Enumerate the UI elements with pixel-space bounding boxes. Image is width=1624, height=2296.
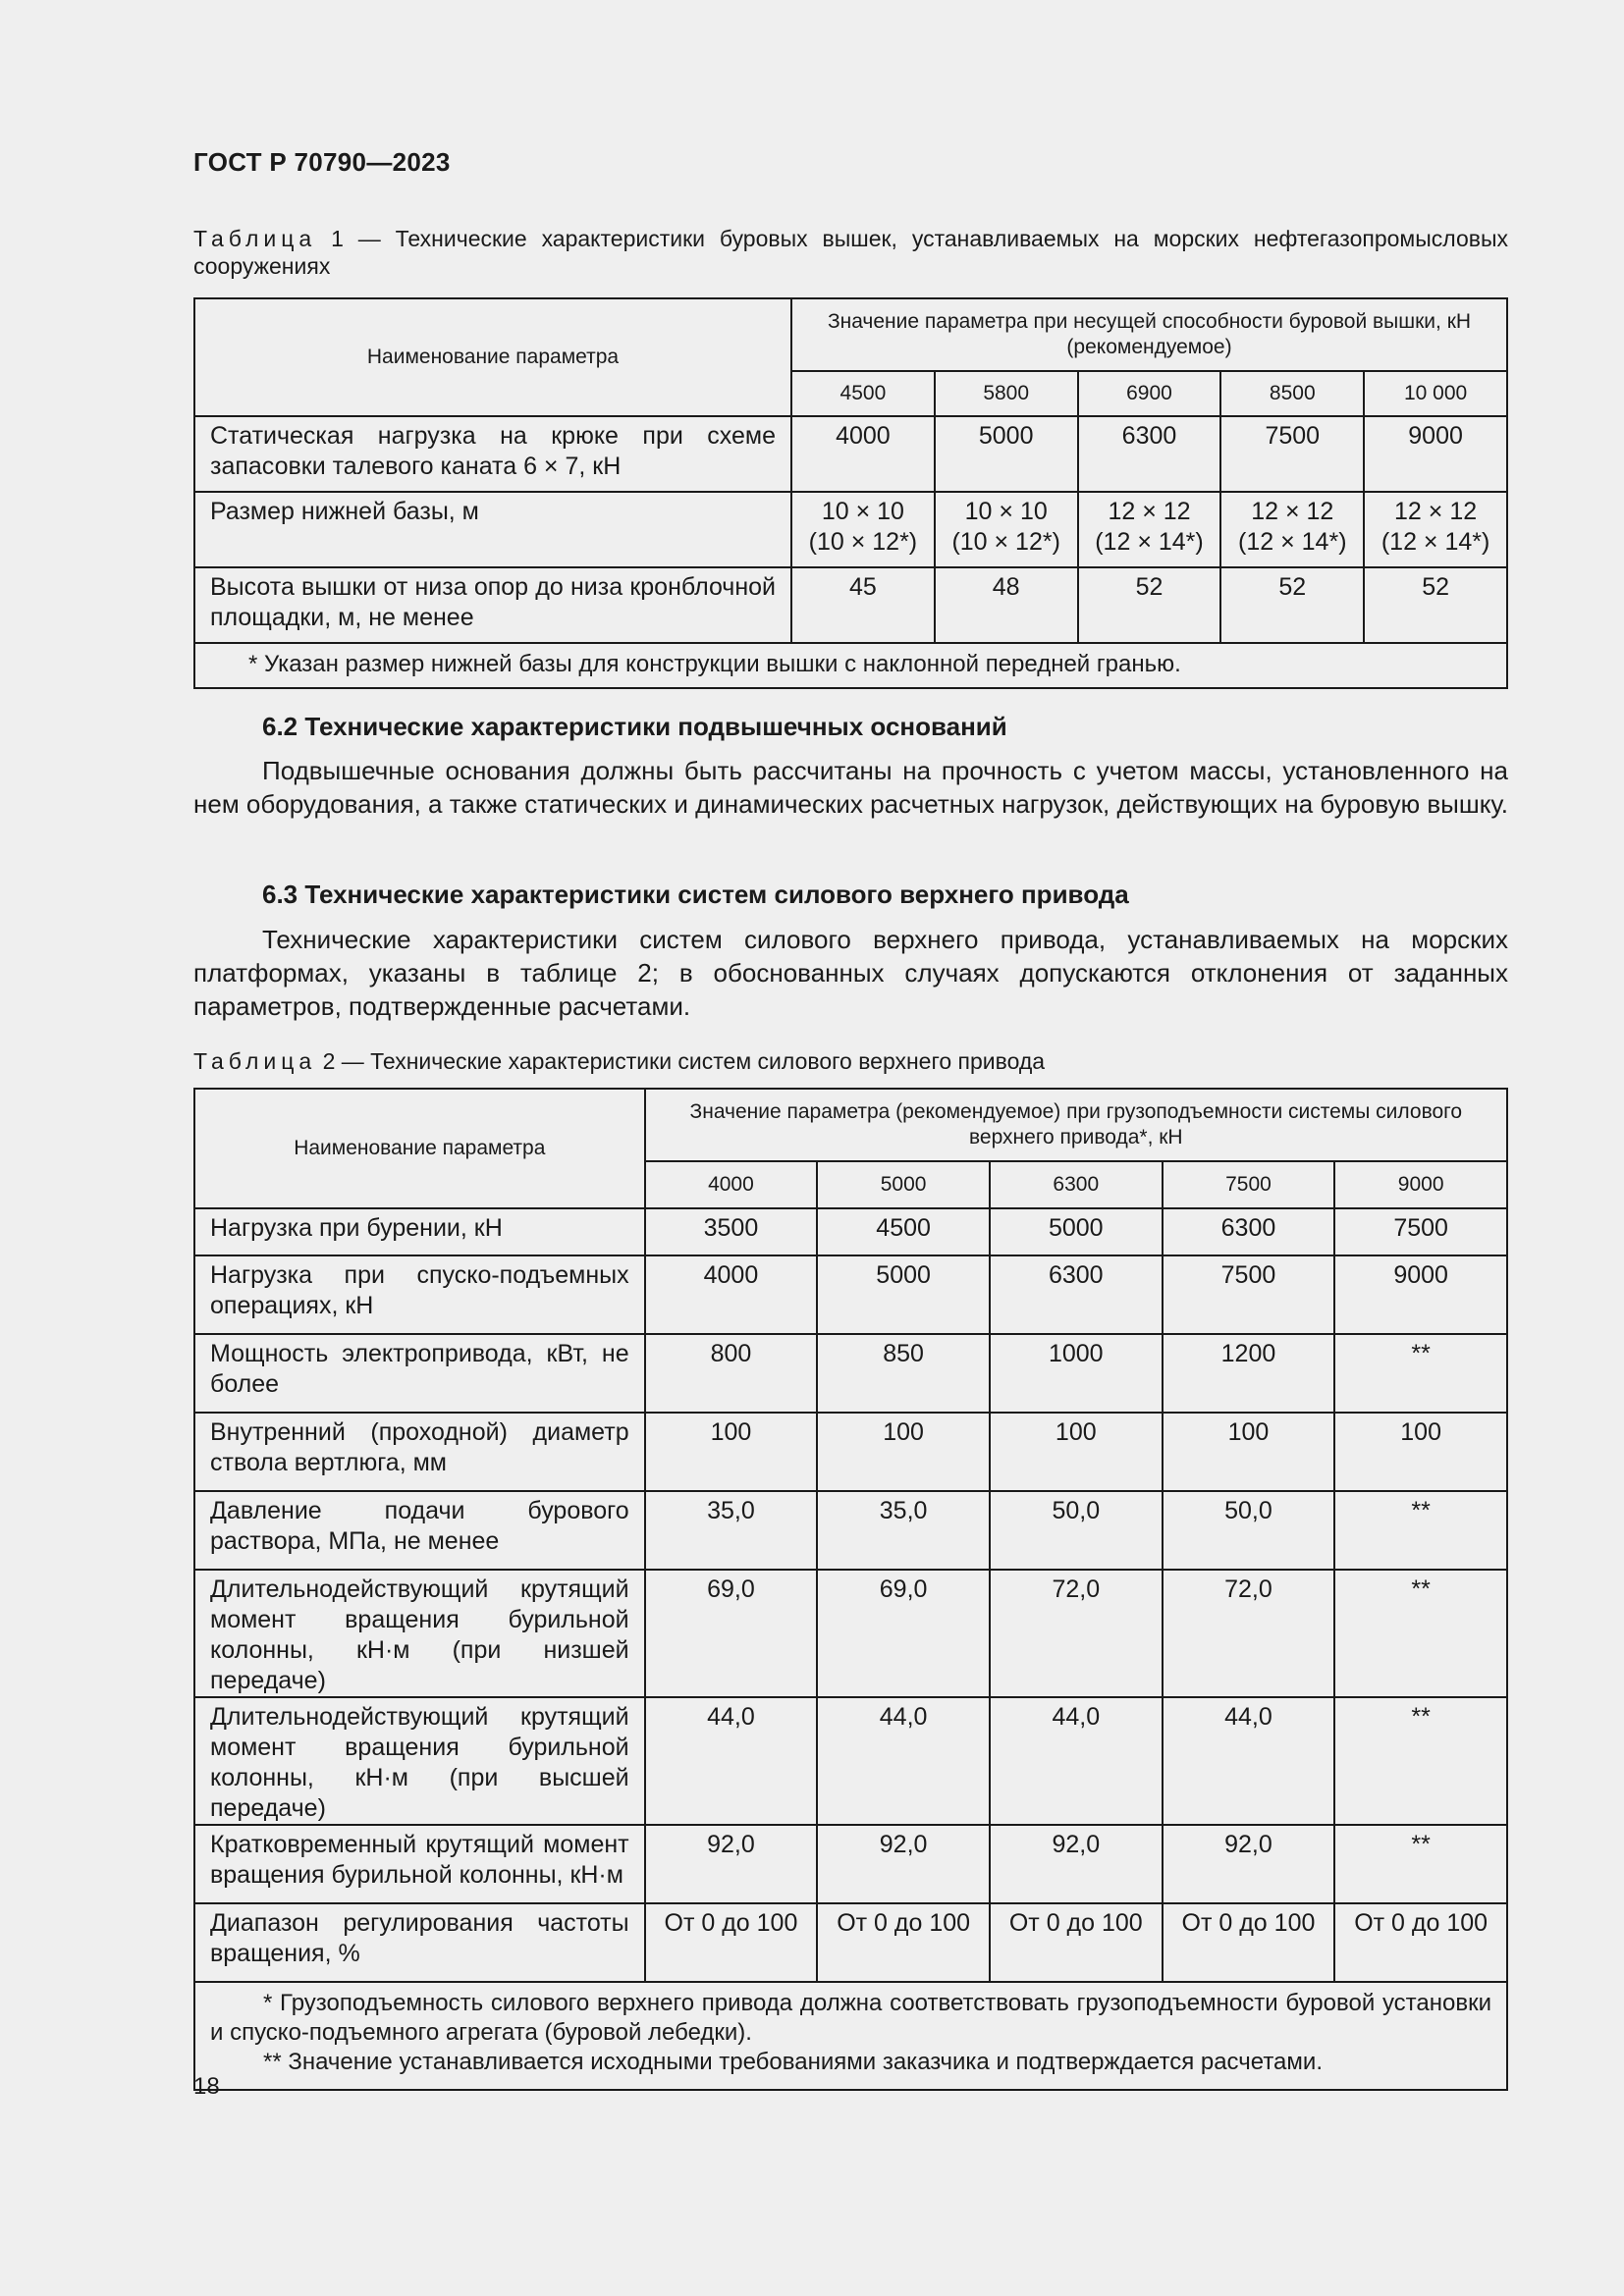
table-row bbox=[194, 1903, 1507, 1982]
row-value: 1200 bbox=[1163, 1334, 1335, 1413]
table1-caption bbox=[193, 225, 1508, 280]
row-value: ** bbox=[1334, 1334, 1507, 1413]
row-value: От 0 до 100 bbox=[1163, 1903, 1335, 1982]
row-value: 100 bbox=[1334, 1413, 1507, 1491]
row-value: 35,0 bbox=[817, 1491, 990, 1570]
section-6-3-heading: 6.3 Технические характеристики систем силового верхнего привода bbox=[262, 880, 1129, 909]
row-value: 48 bbox=[935, 567, 1078, 643]
table2-footnotes bbox=[194, 1982, 1507, 2090]
table1-value-header: Значение параметра при несущей способности буровой вышки, кН (рекомендуемое) bbox=[791, 298, 1507, 371]
row-name: Статическая нагрузка на крюке при схеме запасовки талевого каната 6 × 7, кН bbox=[194, 416, 791, 492]
row-value: 7500 bbox=[1163, 1255, 1335, 1334]
table-row bbox=[194, 1570, 1507, 1697]
table1 bbox=[193, 297, 1508, 689]
table-row bbox=[194, 1491, 1507, 1570]
table-row bbox=[194, 1413, 1507, 1491]
row-value: От 0 до 100 bbox=[1334, 1903, 1507, 1982]
row-value: От 0 до 100 bbox=[645, 1903, 818, 1982]
row-value: ** bbox=[1334, 1491, 1507, 1570]
row-value: 9000 bbox=[1364, 416, 1507, 492]
table1-footnote bbox=[194, 643, 1507, 688]
section-6-3-text: Технические характеристики систем силового верхнего привода, устанавливаемых на морских платформах, указаны в таблице 2; в обоснованных случаях допускаются отклонения от заданных параметров, подтвержденные расчетами. bbox=[193, 925, 1508, 1021]
row-value: 3500 bbox=[645, 1208, 818, 1255]
row-value: ** bbox=[1334, 1825, 1507, 1903]
row-value: 850 bbox=[817, 1334, 990, 1413]
row-value: 92,0 bbox=[817, 1825, 990, 1903]
row-value: 6300 bbox=[1163, 1208, 1335, 1255]
row-value: От 0 до 100 bbox=[990, 1903, 1163, 1982]
row-value: 4000 bbox=[645, 1255, 818, 1334]
table-row bbox=[194, 492, 1507, 567]
row-value: 5000 bbox=[817, 1255, 990, 1334]
table-row bbox=[194, 416, 1507, 492]
table2-caption-text: 2 — Технические характеристики систем силового верхнего привода bbox=[316, 1048, 1046, 1074]
row-value: 10 × 10 (10 × 12*) bbox=[791, 492, 935, 567]
table-row bbox=[194, 1208, 1507, 1255]
row-value: 1000 bbox=[990, 1334, 1163, 1413]
row-value: 45 bbox=[791, 567, 935, 643]
table1-column-header: 6900 bbox=[1078, 371, 1221, 416]
section-6-2-text: Подвышечные основания должны быть рассчитаны на прочность с учетом массы, установленного на нем оборудования, а также статических и динамических расчетных нагрузок, действующих на буровую вышку. bbox=[193, 756, 1508, 819]
row-value: 7500 bbox=[1220, 416, 1364, 492]
table2-footnote-2: ** Значение устанавливается исходными требованиями заказчика и подтверждается расчетами. bbox=[263, 2049, 1323, 2075]
row-value: 6300 bbox=[1078, 416, 1221, 492]
table1-caption-label: Таблица bbox=[193, 226, 317, 251]
table2 bbox=[193, 1088, 1508, 2091]
row-name: Высота вышки от низа опор до низа кронблочной площадки, м, не менее bbox=[194, 567, 791, 643]
table-row bbox=[194, 1697, 1507, 1825]
row-value: От 0 до 100 bbox=[817, 1903, 990, 1982]
row-value: 100 bbox=[1163, 1413, 1335, 1491]
table2-caption bbox=[193, 1047, 1508, 1075]
row-value: 50,0 bbox=[1163, 1491, 1335, 1570]
row-name: Нагрузка при спуско-подъемных операциях, кН bbox=[194, 1255, 645, 1334]
row-name: Кратковременный крутящий момент вращения бурильной колонны, кН·м bbox=[194, 1825, 645, 1903]
row-value: 100 bbox=[645, 1413, 818, 1491]
row-value: ** bbox=[1334, 1697, 1507, 1825]
row-value: 52 bbox=[1078, 567, 1221, 643]
row-value: ** bbox=[1334, 1570, 1507, 1697]
row-value: 35,0 bbox=[645, 1491, 818, 1570]
row-value: 92,0 bbox=[990, 1825, 1163, 1903]
row-value: 72,0 bbox=[990, 1570, 1163, 1697]
table-row bbox=[194, 1334, 1507, 1413]
row-value: 6300 bbox=[990, 1255, 1163, 1334]
row-value: 50,0 bbox=[990, 1491, 1163, 1570]
table2-column-header: 7500 bbox=[1163, 1161, 1335, 1208]
row-name: Давление подачи бурового раствора, МПа, не менее bbox=[194, 1491, 645, 1570]
row-value: 72,0 bbox=[1163, 1570, 1335, 1697]
row-name: Диапазон регулирования частоты вращения, % bbox=[194, 1903, 645, 1982]
row-value: 100 bbox=[817, 1413, 990, 1491]
table1-param-header: Наименование параметра bbox=[194, 298, 791, 416]
table2-caption-label: Таблица bbox=[193, 1048, 317, 1074]
row-name: Внутренний (проходной) диаметр ствола вертлюга, мм bbox=[194, 1413, 645, 1491]
row-value: 12 × 12 (12 × 14*) bbox=[1364, 492, 1507, 567]
row-value: 12 × 12 (12 × 14*) bbox=[1078, 492, 1221, 567]
row-value: 12 × 12 (12 × 14*) bbox=[1220, 492, 1364, 567]
row-value: 52 bbox=[1220, 567, 1364, 643]
row-name: Нагрузка при бурении, кН bbox=[194, 1208, 645, 1255]
row-name: Длительнодействующий крутящий момент вращения бурильной колонны, кН·м (при высшей передаче) bbox=[194, 1697, 645, 1825]
section-6-2-heading: 6.2 Технические характеристики подвышечных оснований bbox=[262, 712, 1007, 741]
row-value: 4500 bbox=[817, 1208, 990, 1255]
table2-column-header: 4000 bbox=[645, 1161, 818, 1208]
table1-footnote-text: * Указан размер нижней базы для конструкции вышки с наклонной передней гранью. bbox=[248, 651, 1181, 677]
row-value: 10 × 10 (10 × 12*) bbox=[935, 492, 1078, 567]
table1-column-header: 4500 bbox=[791, 371, 935, 416]
page-number: 18 bbox=[193, 2073, 220, 2100]
row-name: Длительнодействующий крутящий момент вращения бурильной колонны, кН·м (при низшей передаче) bbox=[194, 1570, 645, 1697]
row-value: 4000 bbox=[791, 416, 935, 492]
row-value: 92,0 bbox=[1163, 1825, 1335, 1903]
document-code: ГОСТ Р 70790—2023 bbox=[193, 147, 451, 177]
table1-caption-text: 1 — Технические характеристики буровых вышек, устанавливаемых на морских нефтегазопромысловых сооружениях bbox=[193, 226, 1508, 279]
row-value: 52 bbox=[1364, 567, 1507, 643]
row-value: 69,0 bbox=[817, 1570, 990, 1697]
table-row bbox=[194, 1825, 1507, 1903]
table-row bbox=[194, 1255, 1507, 1334]
row-value: 7500 bbox=[1334, 1208, 1507, 1255]
row-value: 44,0 bbox=[990, 1697, 1163, 1825]
row-value: 44,0 bbox=[645, 1697, 818, 1825]
table2-column-header: 9000 bbox=[1334, 1161, 1507, 1208]
table1-column-header: 5800 bbox=[935, 371, 1078, 416]
row-name: Размер нижней базы, м bbox=[194, 492, 791, 567]
table-row bbox=[194, 567, 1507, 643]
row-value: 9000 bbox=[1334, 1255, 1507, 1334]
row-value: 5000 bbox=[990, 1208, 1163, 1255]
row-name: Мощность электропривода, кВт, не более bbox=[194, 1334, 645, 1413]
row-value: 44,0 bbox=[817, 1697, 990, 1825]
table2-column-header: 6300 bbox=[990, 1161, 1163, 1208]
table2-footnote-1: * Грузоподъемность силового верхнего привода должна соответствовать грузоподъемности буровой установки и спуско-подъемного агрегата (буровой лебедки). bbox=[210, 1990, 1491, 2046]
table2-param-header: Наименование параметра bbox=[194, 1089, 645, 1208]
row-value: 800 bbox=[645, 1334, 818, 1413]
row-value: 5000 bbox=[935, 416, 1078, 492]
table2-value-header: Значение параметра (рекомендуемое) при грузоподъемности системы силового верхнего привода*, кН bbox=[645, 1089, 1507, 1161]
table1-column-header: 10 000 bbox=[1364, 371, 1507, 416]
row-value: 100 bbox=[990, 1413, 1163, 1491]
row-value: 92,0 bbox=[645, 1825, 818, 1903]
table2-column-header: 5000 bbox=[817, 1161, 990, 1208]
row-value: 69,0 bbox=[645, 1570, 818, 1697]
table1-column-header: 8500 bbox=[1220, 371, 1364, 416]
row-value: 44,0 bbox=[1163, 1697, 1335, 1825]
